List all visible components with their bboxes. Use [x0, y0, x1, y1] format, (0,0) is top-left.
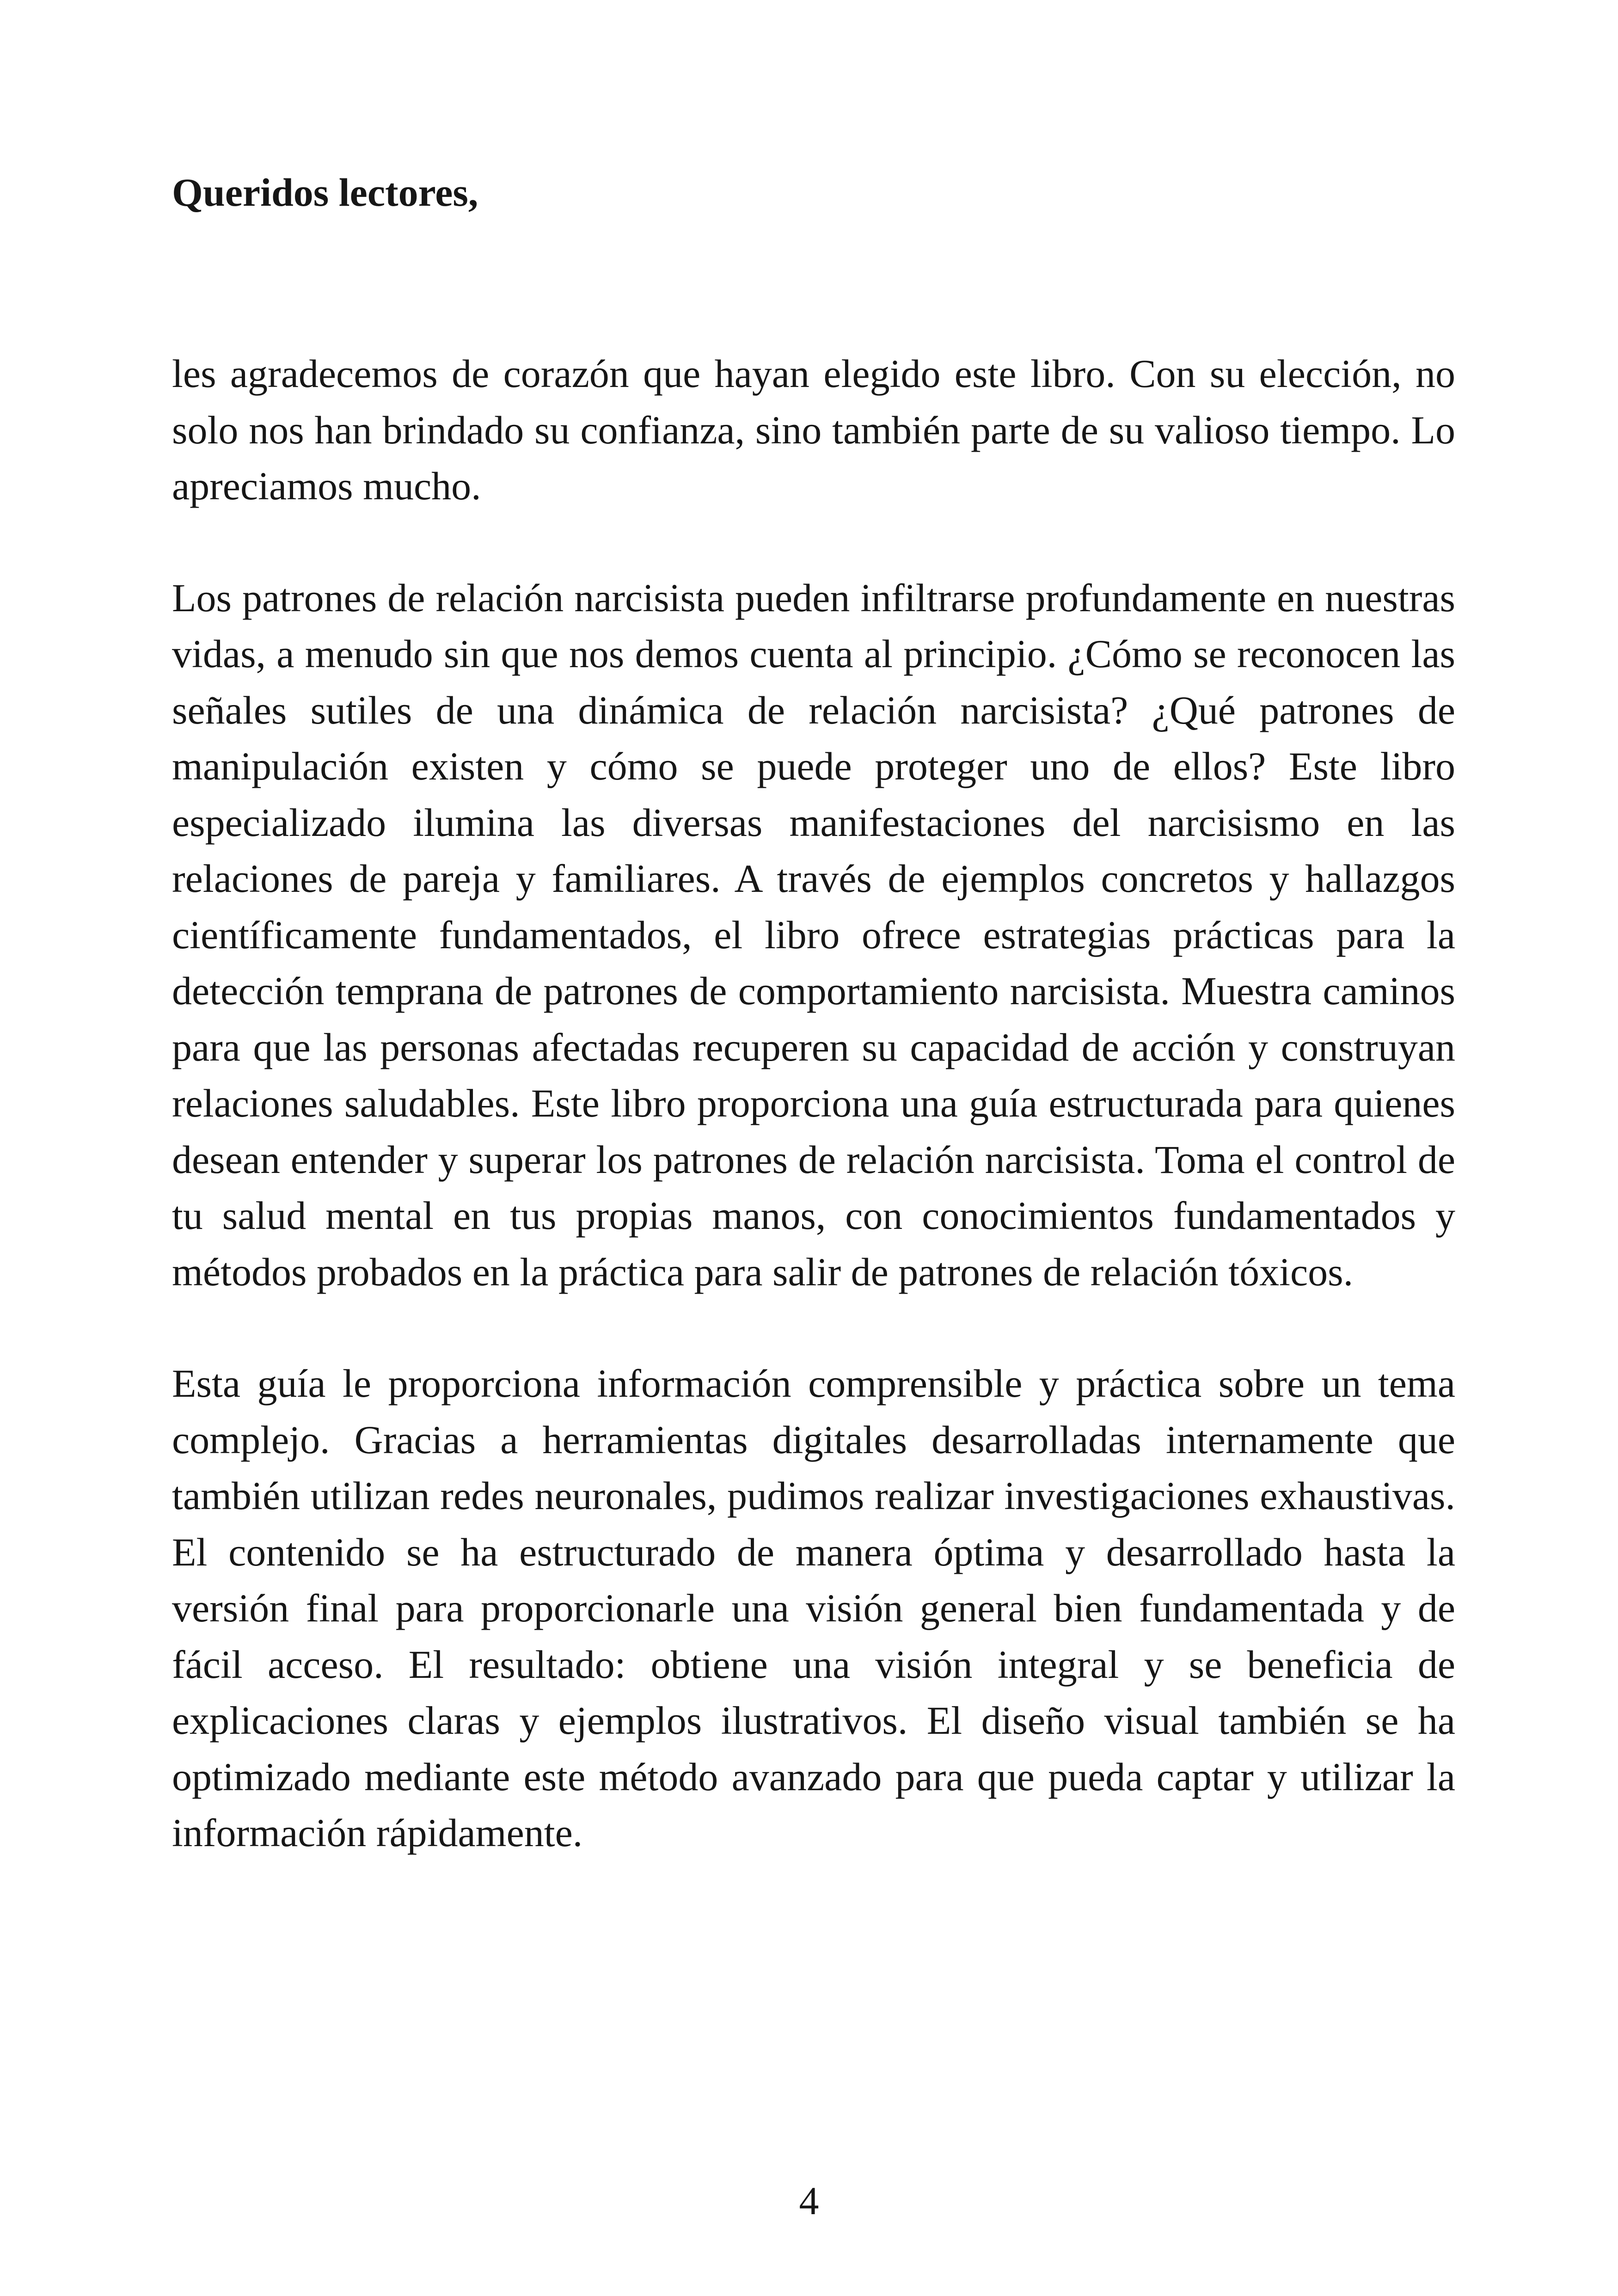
page-body [172, 165, 1455, 1917]
paragraph-narcissistic-patterns: Los patrones de relación narcisista pueden infiltrarse profundamente en nuestras vidas, a menudo sin que nos demos cuenta al principio. ¿Cómo se reconocen las señales sutiles de una dinámica de relación narcisista? ¿Qué patrones de manipulación existen y cómo se puede proteger uno de ellos? Este libro especializado ilumina las diversas manifestaciones del narcisismo en las relaciones de pareja y familiares. A través de ejemplos concretos y hallazgos científicamente fundamentados, el libro ofrece estrategias prácticas para la detección temprana de patrones de comportamiento narcisista. Muestra caminos para que las personas afectadas recuperen su capacidad de acción y construyan relaciones saludables. Este libro proporciona una guía estructurada para quienes desean entender y superar los patrones de relación narcisista. Toma el control de tu salud mental en tus propias manos, con conocimientos fundamentados y métodos probados en la práctica para salir de patrones de relación tóxicos. [172, 575, 1455, 1294]
paragraph-thanks: les agradecemos de corazón que hayan elegido este libro. Con su elección, no solo nos han brindado su confianza, sino también parte de su valioso tiempo. Lo apreciamos mucho. [172, 351, 1455, 508]
greeting-heading: Queridos lectores, [172, 170, 478, 215]
page-number: 4 [799, 2179, 819, 2223]
paragraph-guide-info: Esta guía le proporciona información comprensible y práctica sobre un tema complejo. Gracias a herramientas digitales desarrolladas internamente que también utilizan redes neuronales, pudimos realizar investigaciones exhaustivas. El contenido se ha estructurado de manera óptima y desarrollado hasta la versión final para proporcionarle una visión general bien fundamentada y de fácil acceso. El resultado: obtiene una visión integral y se beneficia de explicaciones claras y ejemplos ilustrativos. El diseño visual también se ha optimizado mediante este método avanzado para que pueda captar y utilizar la información rápidamente. [172, 1361, 1455, 1855]
